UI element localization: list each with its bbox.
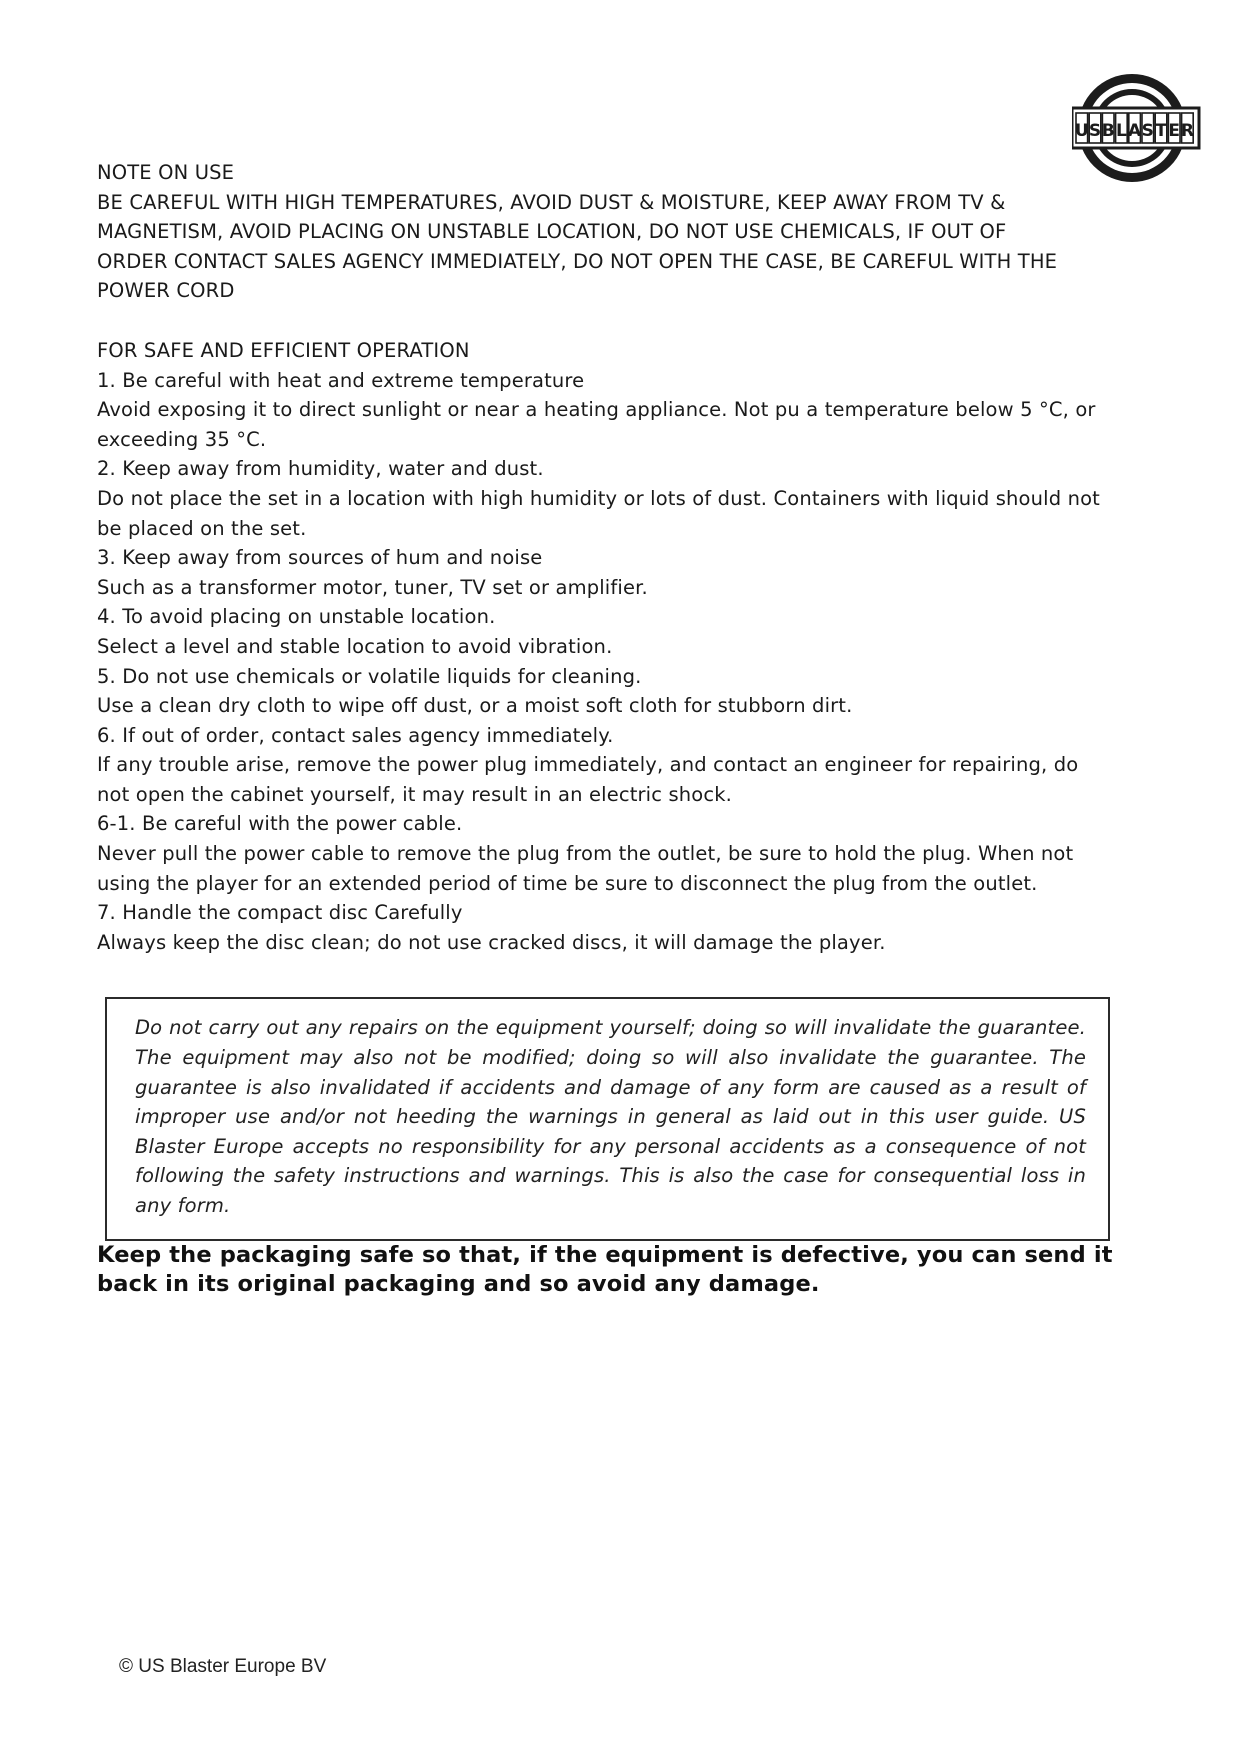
operation-line: 2. Keep away from humidity, water and dust. [97, 457, 544, 481]
guarantee-notice-text: Do not carry out any repairs on the equipment yourself; doing so will invalidate the guarantee. The equipment may also not be modified; doing so will also invalidate the guarantee. The guarantee is also invalidated if accidents and damage of any form are caused as a result of improper use and/or not heeding the warnings in general as laid out in this user guide. US Blaster Europe accepts no responsibility for any personal accidents as a consequence of not following the safety instructions and warnings. This is also the case for consequential loss in any form. [135, 1016, 1086, 1217]
operation-line: Avoid exposing it to direct sunlight or near a heating appliance. Not pu a temperature below 5 °C, or [97, 398, 1096, 422]
operation-line: 5. Do not use chemicals or volatile liquids for cleaning. [97, 664, 642, 688]
safe-operation-section [97, 336, 1127, 957]
operation-line: Do not place the set in a location with high humidity or lots of dust. Containers with liquid should not [97, 486, 1100, 510]
document-body [97, 158, 1127, 1299]
logo-letter: U [1074, 121, 1089, 141]
operation-line: not open the cabinet yourself, it may result in an electric shock. [97, 782, 733, 806]
note-line: ORDER CONTACT SALES AGENCY IMMEDIATELY, DO NOT OPEN THE CASE, BE CAREFUL WITH THE [97, 249, 1058, 273]
operation-line: be placed on the set. [97, 516, 307, 540]
logo-letter: B [1101, 121, 1115, 141]
operation-line: 3. Keep away from sources of hum and noise [97, 546, 543, 570]
note-line: POWER CORD [97, 279, 235, 303]
logo-letter: T [1155, 121, 1167, 141]
operation-line: 4. To avoid placing on unstable location. [97, 605, 496, 629]
logo-letter: S [1141, 121, 1154, 141]
operation-line: Such as a transformer motor, tuner, TV set or amplifier. [97, 575, 648, 599]
operation-line: Always keep the disc clean; do not use cracked discs, it will damage the player. [97, 930, 886, 954]
operation-line: 7. Handle the compact disc Carefully [97, 901, 463, 925]
operation-line: 1. Be careful with heat and extreme temperature [97, 368, 585, 392]
operation-line: exceeding 35 °C. [97, 427, 267, 451]
operation-line: 6. If out of order, contact sales agency immediately. [97, 723, 614, 747]
operation-line: If any trouble arise, remove the power plug immediately, and contact an engineer for repairing, do [97, 753, 1079, 777]
logo-letter: R [1180, 121, 1194, 141]
packaging-advice: Keep the packaging safe so that, if the equipment is defective, you can send it back in its original packaging and so avoid any damage. [97, 1241, 1113, 1297]
logo-letter: E [1168, 121, 1181, 141]
operation-line: Use a clean dry cloth to wipe off dust, or a moist soft cloth for stubborn dirt. [97, 694, 853, 718]
operation-line: using the player for an extended period of time be sure to disconnect the plug from the outlet. [97, 871, 1038, 895]
logo-letter: A [1128, 121, 1142, 141]
note-line: BE CAREFUL WITH HIGH TEMPERATURES, AVOID DUST & MOISTURE, KEEP AWAY FROM TV & [97, 190, 1006, 214]
operation-line: Select a level and stable location to avoid vibration. [97, 634, 613, 658]
operation-line: Never pull the power cable to remove the plug from the outlet, be sure to hold the plug. When not [97, 842, 1074, 866]
logo-letter: L [1115, 121, 1127, 141]
copyright-footer: © US Blaster Europe BV [119, 1656, 327, 1677]
operation-line: 6-1. Be careful with the power cable. [97, 812, 463, 836]
safe-operation-title: FOR SAFE AND EFFICIENT OPERATION [97, 338, 470, 362]
note-on-use-section [97, 158, 1127, 306]
guarantee-notice-box [105, 997, 1110, 1240]
note-line: MAGNETISM, AVOID PLACING ON UNSTABLE LOCATION, DO NOT USE CHEMICALS, IF OUT OF [97, 220, 1007, 244]
logo-letter: S [1088, 121, 1102, 141]
note-on-use-title: NOTE ON USE [97, 161, 235, 184]
